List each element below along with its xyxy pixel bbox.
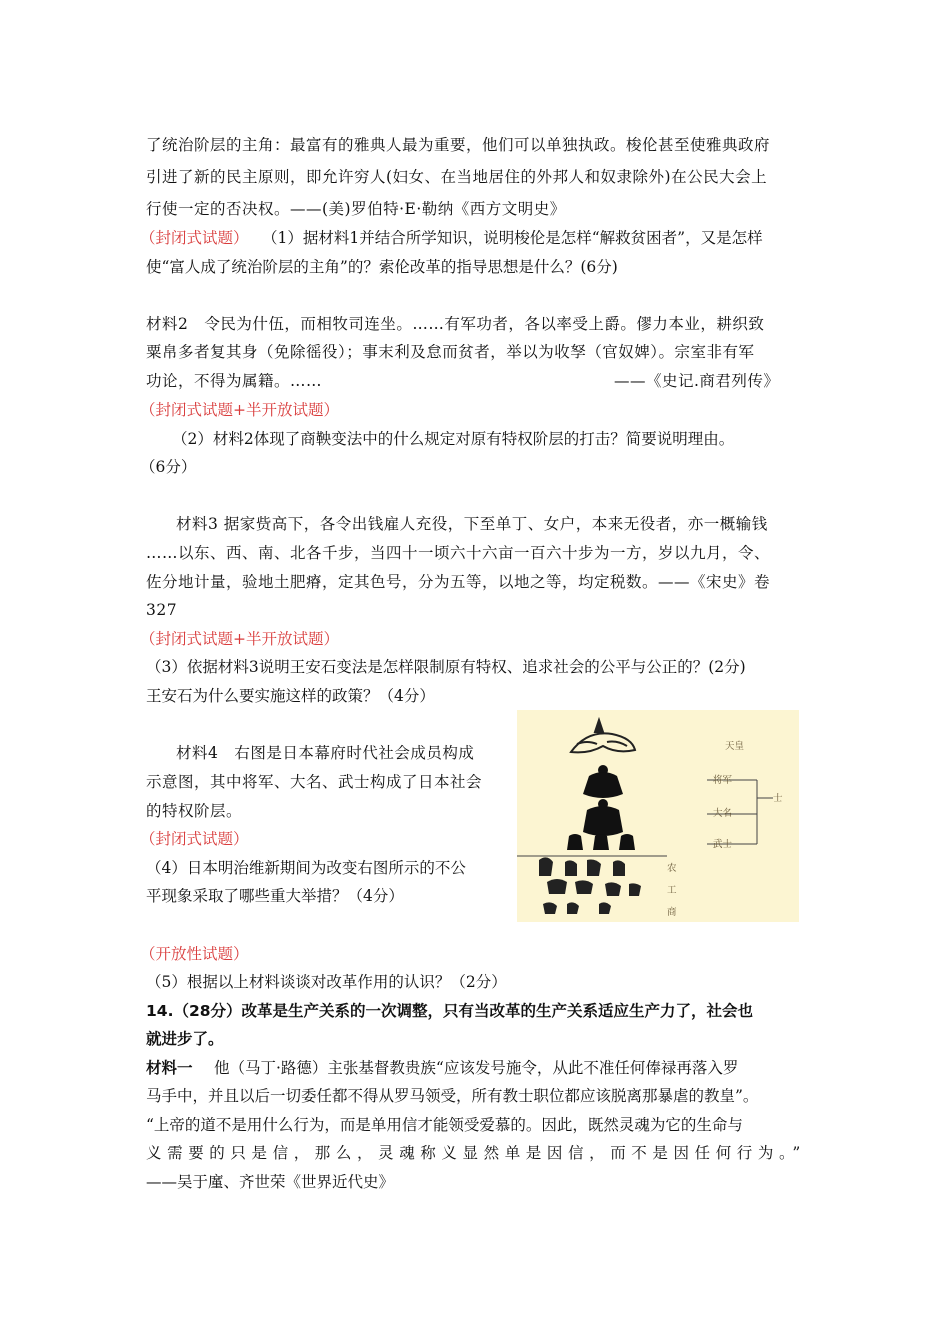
label-farmer: 农 — [667, 863, 677, 874]
label-samurai: 武士 — [713, 839, 733, 850]
question-type-label: （封闭式试题） — [140, 830, 249, 848]
question-2-line-2: （6分） — [140, 458, 197, 476]
question-4-line-1: （4）日本明治维新期间为改变右图所示的不公 — [146, 859, 466, 877]
question-5: （5）根据以上材料谈谈对改革作用的认识？（2分） — [146, 973, 507, 991]
text-line: 引进了新的民主原则，即允许穷人(妇女、在当地居住的外邦人和奴隶除外)在公民大会上 — [146, 168, 768, 186]
shogun-figure — [583, 765, 623, 798]
question-2-line-1: （2）材料2体现了商鞅变法中的什么规定对原有特权阶层的打击？简要说明理由。 — [172, 430, 735, 448]
samurai-figures — [567, 834, 635, 850]
label-merchant: 商 — [667, 907, 677, 918]
label-shi: 士 — [773, 793, 783, 804]
material-a-source: ——吴于廑、齐世荣《世界近代史》 — [146, 1173, 395, 1191]
label-shogun: 将军 — [713, 775, 733, 786]
japan-society-diagram — [517, 710, 799, 922]
material-4-line-3: 的特权阶层。 — [146, 802, 243, 820]
material-3-line-2: ……以东、西、南、北各千步，当四十一顷六十六亩一百六十步为一方，岁以九月，令、 — [146, 544, 771, 562]
material-a-line-2: 马手中，并且以后一切委任都不得从罗马领受，所有教士职位都应该脱离那暴虐的教皇”。 — [146, 1087, 759, 1105]
question-14-line-2: 就进步了。 — [146, 1030, 224, 1048]
question-type-label: （封闭式试题） — [140, 229, 249, 247]
question-type-label: （封闭式试题+半开放试题） — [140, 401, 339, 419]
emperor-figure — [571, 720, 635, 752]
label-artisan: 工 — [667, 885, 677, 896]
material-4-line-1: 材料4 右图是日本幕府时代社会成员构成 — [176, 744, 475, 762]
material-2-line-2: 粟帛多者复其身（免除徭役）；事末利及怠而贫者，举以为收孥（官奴婢）。宗室非有军 — [146, 343, 755, 361]
label-emperor: 天皇 — [725, 741, 745, 752]
question-type-label: （开放性试题） — [140, 945, 249, 963]
material-3-line-3: 佐分地计量，验地土肥瘠，定其色号，分为五等，以地之等，均定税数。——《宋史》卷 — [146, 573, 771, 591]
material-2-line-1: 材料2 令民为什伍，而相牧司连坐。……有军功者，各以率受上爵。僇力本业，耕织致 — [146, 315, 765, 333]
label-daimyo: 大名 — [713, 808, 733, 819]
text-line: 了统治阶层的主角：最富有的雅典人最为重要，他们可以单独执政。梭伦甚至使雅典政府 — [146, 136, 771, 154]
material-a-line-4: 义需要的只是信，那么，灵魂称义显然单是因信，而不是因任何行为。” — [146, 1144, 806, 1162]
daimyo-figure — [583, 799, 623, 836]
material-2-source: ——《史记.商君列传》 — [614, 372, 780, 390]
hierarchy-bracket — [517, 780, 773, 856]
commoner-figures — [539, 857, 641, 914]
material-a-label: 材料一 — [146, 1059, 193, 1077]
material-a-line-1: 他（马丁·路德）主张基督教贵族“应该发号施令，从此不准任何俸禄再落入罗 — [214, 1059, 739, 1077]
social-pyramid-illustration — [517, 710, 799, 922]
material-3-line-1: 材料3 据家赀高下，各令出钱雇人充役，下至单丁、女户，本来无役者，亦一概输钱 — [176, 515, 768, 533]
material-4-line-2: 示意图，其中将军、大名、武士构成了日本社会 — [146, 773, 483, 791]
question-4-line-2: 平现象采取了哪些重大举措？（4分） — [146, 887, 404, 905]
question-type-label: （封闭式试题+半开放试题） — [140, 630, 339, 648]
question-3-line-2: 王安石为什么要实施这样的政策？（4分） — [146, 687, 435, 705]
question-1-line-2: 使“富人成了统治阶层的主角”的？索伦改革的指导思想是什么？(6分) — [146, 258, 618, 276]
question-14-line-1: 14.（28分）改革是生产关系的一次调整，只有当改革的生产关系适应生产力了，社会也 — [146, 1002, 754, 1020]
material-a-line-3: “上帝的道不是用什么行为，而是单用信才能领受爱慕的。因此，既然灵魂为它的生命与 — [146, 1116, 743, 1134]
material-3-line-4: 327 — [146, 601, 178, 619]
text-line: 行使一定的否决权。——(美)罗伯特·E·勒纳《西方文明史》 — [146, 200, 566, 218]
question-3-line-1: （3）依据材料3说明王安石变法是怎样限制原有特权、追求社会的公平与公正的？(2分) — [146, 658, 746, 676]
material-2-line-3: 功论，不得为属籍。…… — [146, 372, 323, 390]
question-1-line-1: （1）据材料1并结合所学知识，说明梭伦是怎样“解救贫困者”，又是怎样 — [262, 229, 763, 247]
